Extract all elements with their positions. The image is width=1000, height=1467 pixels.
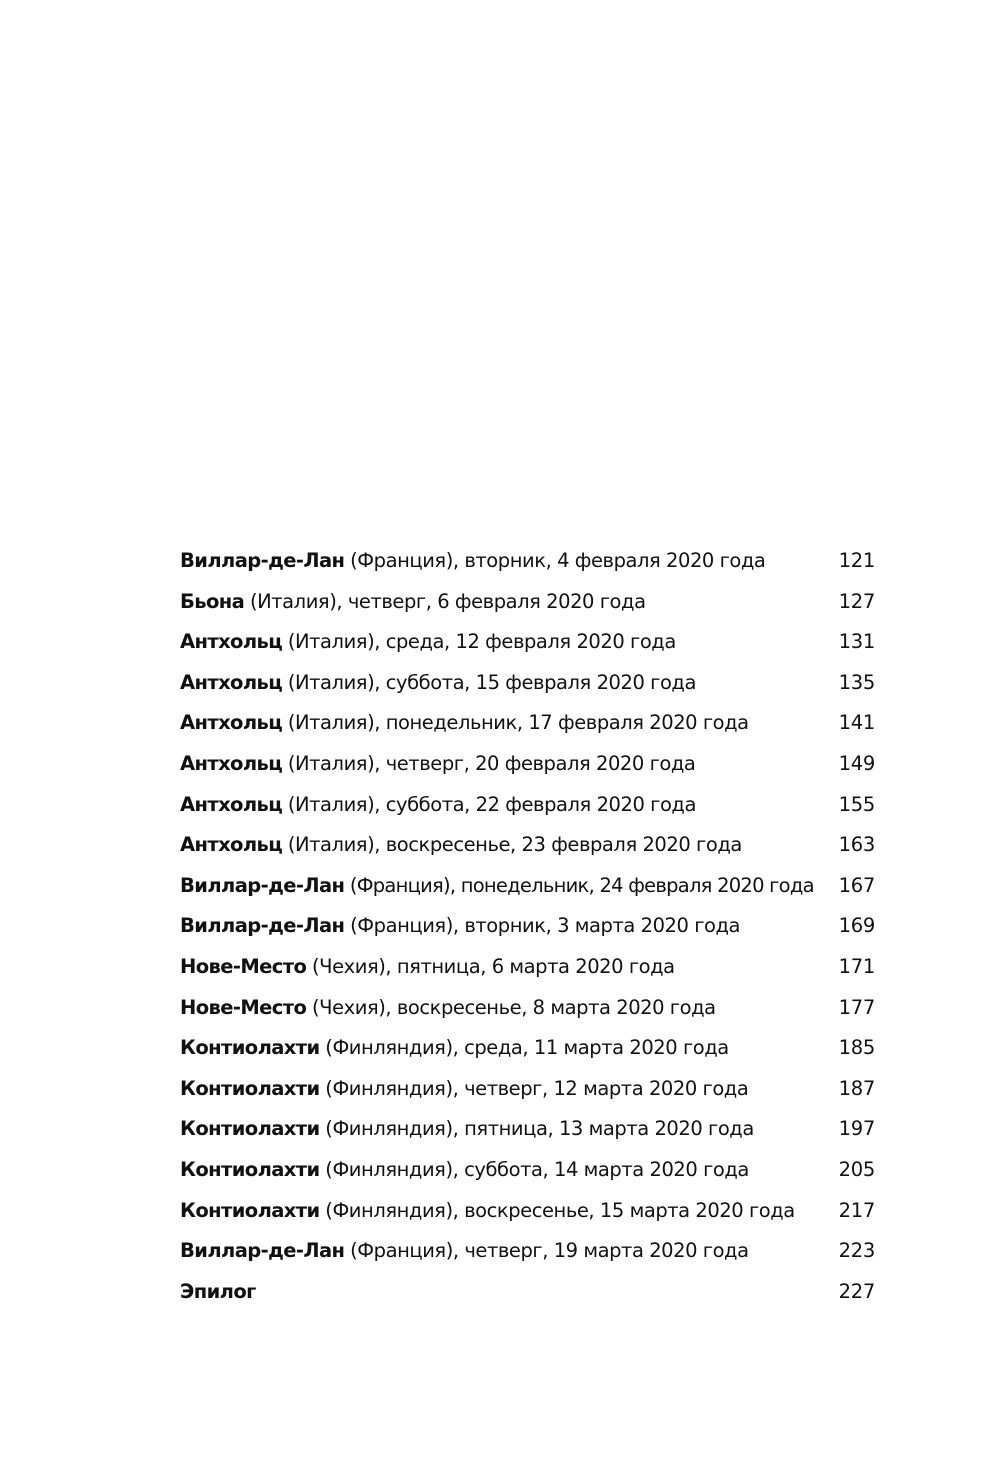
toc-entry-title: Нове-Место [180, 995, 307, 1019]
toc-entry-page-number: 187 [838, 1076, 875, 1100]
toc-entry-page-number: 171 [838, 954, 875, 978]
toc-entry-page-number: 141 [838, 711, 875, 735]
toc-entry[interactable] [180, 866, 875, 907]
toc-entry-text [180, 1150, 749, 1191]
toc-entry-text [180, 906, 740, 947]
toc-entry-text [180, 988, 716, 1029]
toc-entry-title: Контиолахти [180, 1157, 320, 1181]
toc-entry-title: Антхольц [180, 751, 283, 775]
toc-entry-page-number: 131 [838, 630, 875, 654]
toc-entry-page-number: 177 [838, 995, 875, 1019]
toc-entry[interactable] [180, 1150, 875, 1191]
toc-entry-page-number: 217 [838, 1198, 875, 1222]
toc-entry-detail: (Финляндия), четверг, 12 марта 2020 года [319, 1076, 749, 1100]
toc-entry-detail: (Италия), суббота, 22 февраля 2020 года [282, 792, 696, 816]
toc-entry-text [180, 1028, 729, 1069]
toc-entry-page-number: 167 [838, 873, 875, 897]
toc-entry[interactable] [180, 1109, 875, 1150]
toc-entry-epilogue[interactable] [180, 1272, 875, 1313]
toc-entry[interactable] [180, 703, 875, 744]
toc-entry-detail: (Италия), среда, 12 февраля 2020 года [282, 630, 676, 654]
toc-entry-detail: (Франция), понедельник, 24 февраля 2020 года [344, 873, 814, 897]
toc-entry-text [180, 703, 749, 744]
toc-entry-detail: (Финляндия), суббота, 14 марта 2020 года [319, 1157, 749, 1181]
toc-entry[interactable] [180, 825, 875, 866]
toc-entry-detail: (Финляндия), воскресенье, 15 марта 2020 года [319, 1198, 795, 1222]
toc-entry-page-number: 227 [838, 1279, 875, 1303]
toc-entry[interactable] [180, 906, 875, 947]
toc-entry-page-number: 185 [838, 1036, 875, 1060]
toc-entry-detail: (Италия), понедельник, 17 февраля 2020 года [282, 711, 749, 735]
toc-entry[interactable] [180, 1028, 875, 1069]
toc-entry-text [180, 1191, 795, 1232]
toc-entry[interactable] [180, 947, 875, 988]
toc-entry-page-number: 135 [838, 670, 875, 694]
toc-entry-detail: (Италия), суббота, 15 февраля 2020 года [282, 670, 696, 694]
toc-entry-page-number: 197 [838, 1117, 875, 1141]
toc-entry-title: Контиолахти [180, 1198, 320, 1222]
toc-entry-page-number: 163 [838, 833, 875, 857]
toc-entry-page-number: 205 [838, 1157, 875, 1181]
toc-entry-title: Нове-Место [180, 954, 307, 978]
toc-entry-detail: (Финляндия), пятница, 13 марта 2020 года [319, 1117, 754, 1141]
toc-entry[interactable] [180, 663, 875, 704]
toc-entry[interactable] [180, 744, 875, 785]
toc-entry-page-number: 155 [838, 792, 875, 816]
toc-entry[interactable] [180, 1069, 875, 1110]
toc-entry[interactable] [180, 988, 875, 1029]
toc-entry[interactable] [180, 582, 875, 623]
toc-entry[interactable] [180, 541, 875, 582]
toc-entry-text [180, 744, 695, 785]
toc-entry-detail: (Италия), четверг, 6 февраля 2020 года [244, 589, 646, 613]
toc-entry-page-number: 127 [838, 589, 875, 613]
toc-entry-text [180, 947, 675, 988]
toc-entry-page-number: 169 [838, 914, 875, 938]
toc-entry-title: Антхольц [180, 792, 283, 816]
toc-entry-text [180, 785, 696, 826]
toc-entry-text [180, 582, 646, 623]
toc-entry-text [180, 622, 676, 663]
toc-entry-title: Контиолахти [180, 1036, 320, 1060]
toc-entry-text [180, 1272, 256, 1313]
toc-entry-text [180, 825, 742, 866]
toc-entry-detail: (Франция), вторник, 4 февраля 2020 года [344, 549, 766, 572]
toc-entry[interactable] [180, 1191, 875, 1232]
toc-entry-title: Виллар-де-Лан [180, 914, 345, 938]
toc-entry-text [180, 866, 814, 907]
toc-entry[interactable] [180, 622, 875, 663]
toc-entry-title: Антхольц [180, 711, 283, 735]
toc-entry-title: Антхольц [180, 670, 283, 694]
toc-entry-detail: (Чехия), воскресенье, 8 марта 2020 года [306, 995, 716, 1019]
toc-entry-title: Эпилог [180, 1279, 256, 1303]
toc-entry-text [180, 1231, 749, 1272]
toc-entry[interactable] [180, 1231, 875, 1272]
toc-entry-detail: (Италия), воскресенье, 23 февраля 2020 года [282, 833, 742, 857]
toc-entry-title: Бьона [180, 589, 245, 613]
toc-entry-page-number: 121 [838, 549, 875, 572]
toc-entry-detail: (Финляндия), среда, 11 марта 2020 года [319, 1036, 729, 1060]
toc-entry-title: Антхольц [180, 630, 283, 654]
toc-entry-detail: (Чехия), пятница, 6 марта 2020 года [306, 954, 675, 978]
toc-entry-detail: (Франция), четверг, 19 марта 2020 года [344, 1239, 749, 1263]
toc-entry[interactable] [180, 785, 875, 826]
toc-entry-text [180, 663, 696, 704]
toc-entry-text [180, 1109, 754, 1150]
toc-entry-text [180, 541, 765, 582]
toc-entry-title: Контиолахти [180, 1117, 320, 1141]
toc-entry-title: Виллар-де-Лан [180, 873, 345, 897]
toc-entry-text [180, 1069, 748, 1110]
table-of-contents [180, 541, 875, 1312]
toc-entry-detail: (Италия), четверг, 20 февраля 2020 года [282, 751, 696, 775]
toc-entry-title: Виллар-де-Лан [180, 549, 345, 572]
toc-entry-page-number: 149 [838, 751, 875, 775]
toc-entry-title: Антхольц [180, 833, 283, 857]
toc-entry-title: Виллар-де-Лан [180, 1239, 345, 1263]
toc-entry-title: Контиолахти [180, 1076, 320, 1100]
toc-entry-page-number: 223 [838, 1239, 875, 1263]
toc-entry-detail: (Франция), вторник, 3 марта 2020 года [344, 914, 740, 938]
